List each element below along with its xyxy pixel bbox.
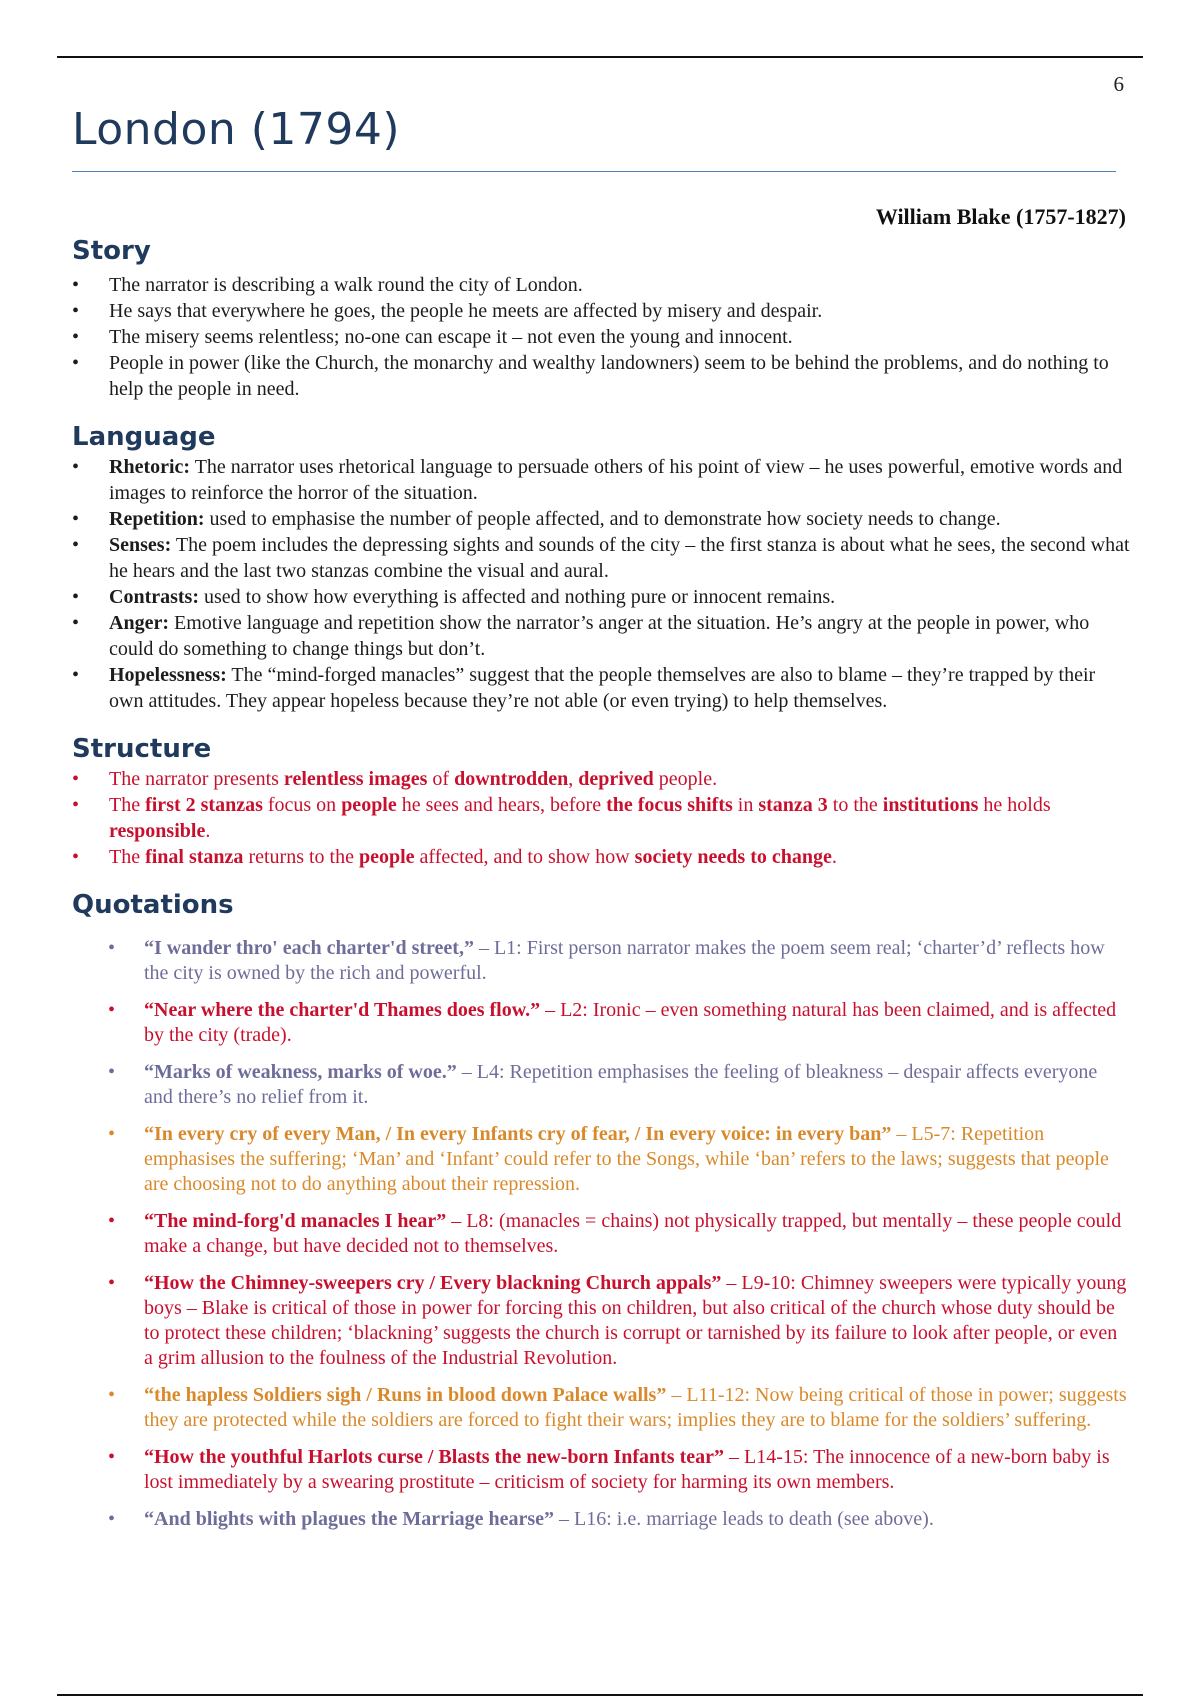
quotation-text: “How the Chimney-sweepers cry / Every blackning Church appals” (144, 1272, 722, 1294)
text: of (427, 768, 455, 790)
quotation-text: “Near where the charter'd Thames does flow.” (144, 999, 541, 1021)
quotation-text: “How the youthful Harlots curse / Blasts the new-born Infants tear” (144, 1446, 724, 1468)
text: focus on (262, 794, 342, 816)
top-rule (57, 56, 1143, 58)
text: people. (653, 768, 718, 790)
emphasis: the focus shifts (606, 794, 733, 816)
quotation-text: “The mind-forg'd manacles I hear” (144, 1210, 447, 1232)
text: he sees and hears, before (396, 794, 607, 816)
language-term: Contrasts: (109, 586, 199, 608)
language-term: Senses: (109, 534, 172, 556)
quotation-text: “I wander thro' each charter'd street,” (144, 937, 474, 959)
emphasis: society needs to change (634, 846, 832, 868)
language-text: used to emphasise the number of people affected, and to demonstrate how society needs to change. (204, 508, 1001, 530)
text: returns to the (243, 846, 359, 868)
quotation-item (108, 936, 1130, 986)
text: in (732, 794, 759, 816)
language-term: Repetition: (109, 508, 205, 530)
quotation-note: – L9-10: Chimney sweepers were typically young boys – Blake is critical of those in power for forcing this on children, but also critical of the church whose duty should be to protect these children; ‘blackning’ suggests the church is corrupt or tarnished by its failure to look after people, or even a grim allusion to the foulness of the Industrial Revolution. (144, 1272, 1127, 1369)
quotation-note: – L4: Repetition emphasises the feeling of bleakness – despair affects everyone and there’s no relief from it. (144, 1061, 1098, 1108)
quotations-list (72, 936, 1130, 1532)
quotation-note: – L1: First person narrator makes the poem seem real; ‘charter’d’ reflects how the city is owned by the rich and powerful. (144, 937, 1105, 984)
story-item: • People in power (like the Church, the monarchy and wealthy landowners) seem to be behind the problems, and do nothing to help the people in need. (72, 350, 1130, 402)
language-item (72, 532, 1130, 584)
quotation-note: – L16: i.e. marriage leads to death (see above). (554, 1508, 934, 1530)
emphasis: responsible (109, 820, 206, 842)
language-item (72, 610, 1130, 662)
quotation-note: – L11-12: Now being critical of those in power; suggests they are protected while the soldiers are forced to fight their wars; implies they are to blame for the soldiers’ suffering. (144, 1384, 1127, 1431)
document-body (72, 234, 1130, 1544)
quotation-item (108, 1209, 1130, 1259)
language-text: The “mind-forged manacles” suggest that the people themselves are also to blame – they’re trapped by their own attitudes. They appear hopeless because they’re not able (or even trying) to help themselves. (109, 664, 1096, 712)
quotation-item (108, 1271, 1130, 1371)
quotation-note: – L5-7: Repetition emphasises the suffering; ‘Man’ and ‘Infant’ could refer to the Songs, while ‘ban’ refers to the laws; suggests that people are choosing not to do anything about their repression. (144, 1123, 1109, 1195)
structure-item (72, 792, 1130, 844)
language-item (72, 662, 1130, 714)
quotation-text: “the hapless Soldiers sigh / Runs in blood down Palace walls” (144, 1384, 667, 1406)
quotation-text: “In every cry of every Man, / In every Infants cry of fear, / In every voice: in every ban” (144, 1123, 892, 1145)
quotation-item (108, 1122, 1130, 1197)
emphasis: people (341, 794, 397, 816)
story-item: • He says that everywhere he goes, the people he meets are affected by misery and despair. (72, 298, 1130, 324)
quotation-note: – L8: (manacles = chains) not physically trapped, but mentally – these people could make a change, but have decided not to themselves. (144, 1210, 1122, 1257)
emphasis: relentless images (283, 768, 428, 790)
author-line: William Blake (1757-1827) (875, 204, 1126, 229)
quotation-item (108, 998, 1130, 1048)
quotation-item (108, 1060, 1130, 1110)
quotation-note: – L2: Ironic – even something natural has been claimed, and is affected by the city (trade). (144, 999, 1117, 1046)
language-text: used to show how everything is affected and nothing pure or innocent remains. (199, 586, 836, 608)
emphasis: final stanza (145, 846, 244, 868)
structure-list (72, 766, 1130, 870)
language-text: Emotive language and repetition show the narrator’s anger at the situation. He’s angry at the people in power, who could do something to change things but don’t. (109, 612, 1090, 660)
structure-item (72, 766, 1130, 792)
text: , (568, 768, 579, 790)
text: he holds (978, 794, 1051, 816)
text: to the (827, 794, 883, 816)
story-item: • The misery seems relentless; no-one can escape it – not even the young and innocent. (72, 324, 1130, 350)
page-title: London (1794) (72, 104, 401, 155)
text: The (109, 846, 146, 868)
emphasis: institutions (882, 794, 979, 816)
language-text: The poem includes the depressing sights and sounds of the city – the first stanza is about what he sees, the second what he hears and the last two stanzas combine the visual and aural. (109, 534, 1130, 582)
text: affected, and to show how (414, 846, 635, 868)
emphasis: downtrodden (454, 768, 569, 790)
text: . (205, 820, 211, 842)
text: . (831, 846, 837, 868)
language-item (72, 506, 1130, 532)
language-heading: Language (72, 422, 216, 452)
structure-heading: Structure (72, 734, 212, 764)
language-term: Anger: (109, 612, 169, 634)
language-list (72, 454, 1130, 714)
page-number: 6 (1113, 72, 1124, 96)
text: The (109, 794, 146, 816)
emphasis: deprived (578, 768, 654, 790)
title-underline (72, 171, 1116, 172)
story-list (72, 272, 1130, 402)
story-item: • The narrator is describing a walk round the city of London. (72, 272, 1130, 298)
language-text: The narrator uses rhetorical language to persuade others of his point of view – he uses powerful, emotive words and images to reinforce the horror of the situation. (109, 456, 1123, 504)
quotations-heading: Quotations (72, 890, 234, 920)
emphasis: people (358, 846, 415, 868)
quotation-item (108, 1445, 1130, 1495)
language-item (72, 454, 1130, 506)
quotation-note: – L14-15: The innocence of a new-born baby is lost immediately by a swearing prostitute – criticism of society for harming its own members. (144, 1446, 1110, 1493)
emphasis: stanza 3 (758, 794, 828, 816)
language-item (72, 584, 1130, 610)
quotation-item (108, 1383, 1130, 1433)
language-term: Rhetoric: (109, 456, 191, 478)
language-term: Hopelessness: (109, 664, 227, 686)
story-heading: Story (72, 236, 151, 266)
quotation-text: “And blights with plagues the Marriage hearse” (144, 1508, 554, 1530)
emphasis: first 2 stanzas (145, 794, 263, 816)
bottom-rule (57, 1694, 1143, 1696)
quotation-item (108, 1507, 1130, 1532)
text: The narrator presents (109, 768, 284, 790)
structure-item (72, 844, 1130, 870)
quotation-text: “Marks of weakness, marks of woe.” (144, 1061, 457, 1083)
